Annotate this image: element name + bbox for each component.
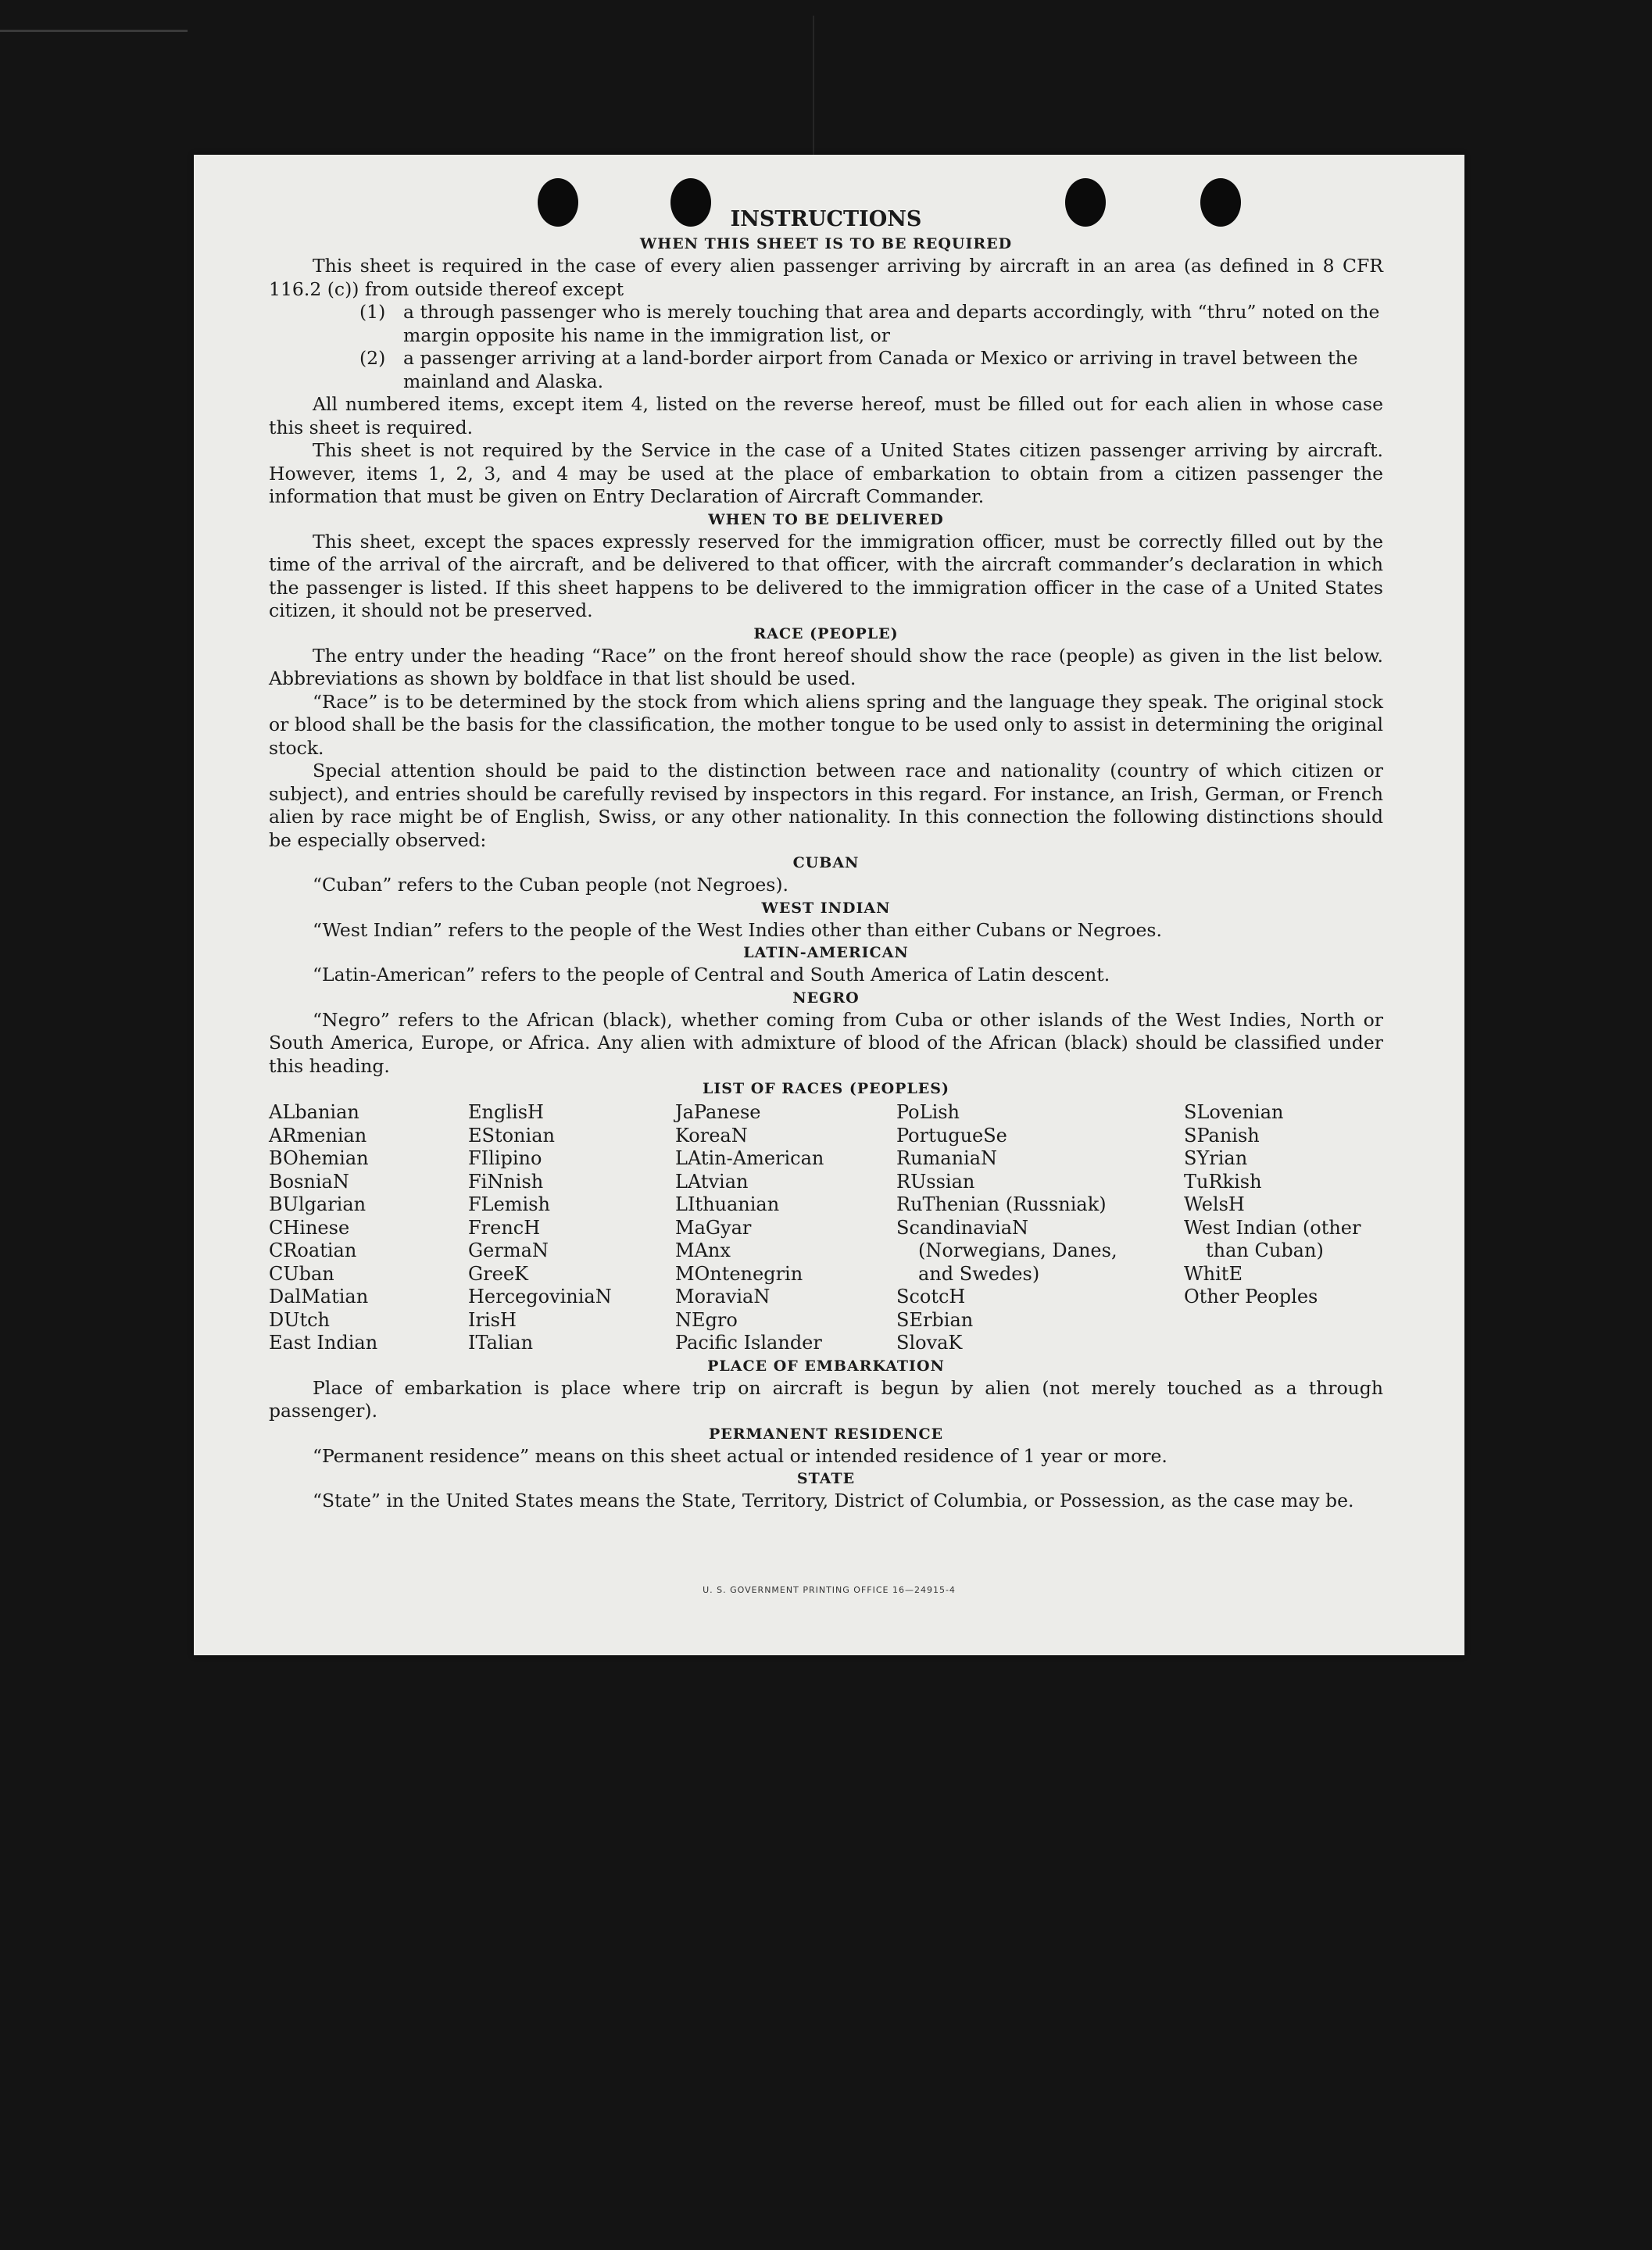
race-entry: LAtvian — [675, 1170, 749, 1193]
race-entry: ITalian — [468, 1332, 534, 1354]
race-entry: BOhemian — [269, 1147, 369, 1169]
citizen-paragraph: This sheet is not required by the Service in the case of a United States citizen passenger arriving by aircraft. However, items 1, 2, 3, and 4 may be used at the place of embarkation to obtain from a citizen passenger the information that must be given on Entry Declaration of Aircraft Commander. — [269, 439, 1383, 507]
state-paragraph: “State” in the United States means the State, Territory, District of Columbia, or Possession, as the case may be. — [313, 1490, 1354, 1511]
race-entry: LAtin-American — [675, 1147, 824, 1169]
race-entry: DalMatian — [269, 1286, 369, 1307]
heading-when-required: WHEN THIS SHEET IS TO BE REQUIRED — [639, 235, 1013, 252]
race-entry: SYrian — [1184, 1147, 1248, 1169]
race-entry: LIthuanian — [675, 1193, 780, 1215]
race-entry: FLemish — [468, 1193, 550, 1215]
race-entry: FIlipino — [468, 1147, 542, 1169]
race-paragraph-1: The entry under the heading “Race” on the front hereof should show the race (people) as given in the list below. Abbreviations as shown by boldface in that list should be used. — [269, 644, 1383, 689]
race-entry: BosniaN — [269, 1170, 349, 1193]
race-paragraph-2: “Race” is to be determined by the stock from which aliens spring and the language they speak. The original stock or blood shall be the basis for the classification, the mother tongue to be used only to assist in determining the original stock. — [269, 690, 1383, 759]
race-entry: RUssian — [896, 1170, 975, 1193]
race-entry: EStonian — [468, 1124, 555, 1146]
film-scratch — [813, 16, 814, 156]
page-title: INSTRUCTIONS — [730, 207, 922, 231]
embarkation-paragraph: Place of embarkation is place where trip on aircraft is begun by alien (not merely touched as a through passenger). — [269, 1376, 1383, 1422]
race-entry: SLovenian — [1184, 1101, 1284, 1123]
races-column-2 — [468, 1101, 675, 1355]
item-number: (1) — [359, 301, 386, 323]
races-column-5 — [1184, 1101, 1383, 1355]
race-entry: SlovaK — [896, 1332, 963, 1354]
race-entry: CUban — [269, 1262, 334, 1285]
heading-state: STATE — [796, 1470, 856, 1487]
numbered-items-paragraph: All numbered items, except item 4, listed on the reverse hereof, must be filled out for each alien in whose case this sheet is required. — [269, 393, 1383, 438]
races-column-4 — [896, 1101, 1184, 1355]
races-list — [269, 1101, 1383, 1355]
heading-cuban: CUBAN — [792, 854, 860, 871]
race-entry: FiNnish — [468, 1170, 544, 1193]
item-number: (2) — [359, 347, 386, 369]
race-entry: JaPanese — [675, 1101, 761, 1123]
race-entry: ScotcH — [896, 1286, 966, 1307]
item-text: a passenger arriving at a land-border airport from Canada or Mexico or arriving in travel between the mainland and Alaska. — [403, 347, 1358, 392]
intro-paragraph: This sheet is required in the case of every alien passenger arriving by aircraft in an area (as defined in 8 CFR 116.2 (c)) from outside thereof except — [269, 255, 1383, 300]
heading-west-indian: WEST INDIAN — [761, 899, 891, 917]
item-text: a through passenger who is merely touching that area and departs accordingly, with “thru” noted on the margin opposite his name in the immigration list, or — [403, 301, 1380, 346]
race-entry: RuThenian (Russniak) — [896, 1193, 1107, 1215]
races-column-1 — [269, 1101, 468, 1355]
race-entry: West Indian (other than Cuban) — [1184, 1216, 1361, 1261]
race-entry: DUtch — [269, 1308, 331, 1331]
heading-when-delivered: WHEN TO BE DELIVERED — [708, 510, 944, 528]
latin-american-paragraph: “Latin-American” refers to the people of Central and South America of Latin descent. — [313, 964, 1110, 985]
delivered-paragraph: This sheet, except the spaces expressly reserved for the immigration officer, must be correctly filled out by the time of the arrival of the aircraft, and be delivered to that officer, with the aircraft commander’s declaration in which the passenger is listed. If this sheet happens to be delivered to the immigration officer in the case of a United States citizen, it should not be preserved. — [269, 530, 1383, 621]
cuban-paragraph: “Cuban” refers to the Cuban people (not Negroes). — [313, 874, 789, 896]
race-entry: CHinese — [269, 1216, 350, 1239]
race-entry: WhitE — [1184, 1262, 1243, 1285]
race-entry: MAnx — [675, 1239, 731, 1261]
exception-item — [269, 301, 1383, 347]
race-entry: CRoatian — [269, 1239, 357, 1261]
race-entry: NEgro — [675, 1308, 738, 1331]
film-scratch — [0, 30, 188, 32]
race-paragraph-3: Special attention should be paid to the distinction between race and nationality (country of which citizen or subject), and entries should be carefully revised by inspectors in this regard. For instance, an Irish, German, or French alien by race might be of English, Swiss, or any other nationality. In this connection the following distinctions should be especially observed: — [269, 760, 1383, 851]
races-column-3 — [675, 1101, 896, 1355]
race-entry: HercegoviniaN — [468, 1286, 612, 1307]
race-entry: SPanish — [1184, 1124, 1260, 1146]
race-entry: GermaN — [468, 1239, 549, 1261]
race-entry: RumaniaN — [896, 1147, 998, 1169]
race-entry: BUlgarian — [269, 1193, 367, 1215]
heading-race: RACE (PEOPLE) — [753, 624, 899, 642]
race-entry: ARmenian — [269, 1124, 367, 1146]
exception-item — [269, 347, 1383, 393]
race-entry: EnglisH — [468, 1101, 544, 1123]
race-entry: IrisH — [468, 1308, 517, 1331]
race-entry: TuRkish — [1184, 1170, 1262, 1193]
race-entry: MaGyar — [675, 1216, 752, 1239]
heading-negro: NEGRO — [792, 989, 860, 1007]
race-entry: ScandinaviaN (Norwegians, Danes, and Swedes) — [896, 1216, 1117, 1285]
race-entry: FrencH — [468, 1216, 541, 1239]
race-entry: GreeK — [468, 1262, 528, 1285]
race-entry: MoraviaN — [675, 1286, 771, 1307]
race-entry: East Indian — [269, 1332, 378, 1354]
race-entry: KoreaN — [675, 1124, 748, 1146]
document-page — [194, 155, 1464, 1655]
race-entry: PortugueSe — [896, 1124, 1007, 1146]
race-entry: WelsH — [1184, 1193, 1245, 1215]
race-entry: Pacific Islander — [675, 1332, 822, 1354]
heading-residence: PERMANENT RESIDENCE — [708, 1425, 944, 1443]
negro-paragraph: “Negro” refers to the African (black), whether coming from Cuba or other islands of the West Indies, North or South America, Europe, or Africa. Any alien with admixture of blood of the African (black) should be classified under this heading. — [269, 1008, 1383, 1077]
race-entry: SErbian — [896, 1308, 974, 1331]
race-entry: MOntenegrin — [675, 1262, 803, 1285]
instructions-content — [269, 206, 1383, 1513]
printer-imprint: U. S. GOVERNMENT PRINTING OFFICE 16—24915-4 — [703, 1585, 956, 1595]
heading-embarkation: PLACE OF EMBARKATION — [707, 1357, 945, 1375]
residence-paragraph: “Permanent residence” means on this sheet actual or intended residence of 1 year or more. — [313, 1444, 1167, 1467]
heading-latin-american: LATIN-AMERICAN — [743, 944, 909, 961]
race-entry: Other Peoples — [1184, 1286, 1318, 1307]
west-indian-paragraph: “West Indian” refers to the people of the West Indies other than either Cubans or Negroes. — [313, 918, 1162, 941]
race-entry: ALbanian — [269, 1101, 359, 1123]
heading-races-list: LIST OF RACES (PEOPLES) — [703, 1080, 949, 1097]
race-entry: PoLish — [896, 1101, 960, 1123]
